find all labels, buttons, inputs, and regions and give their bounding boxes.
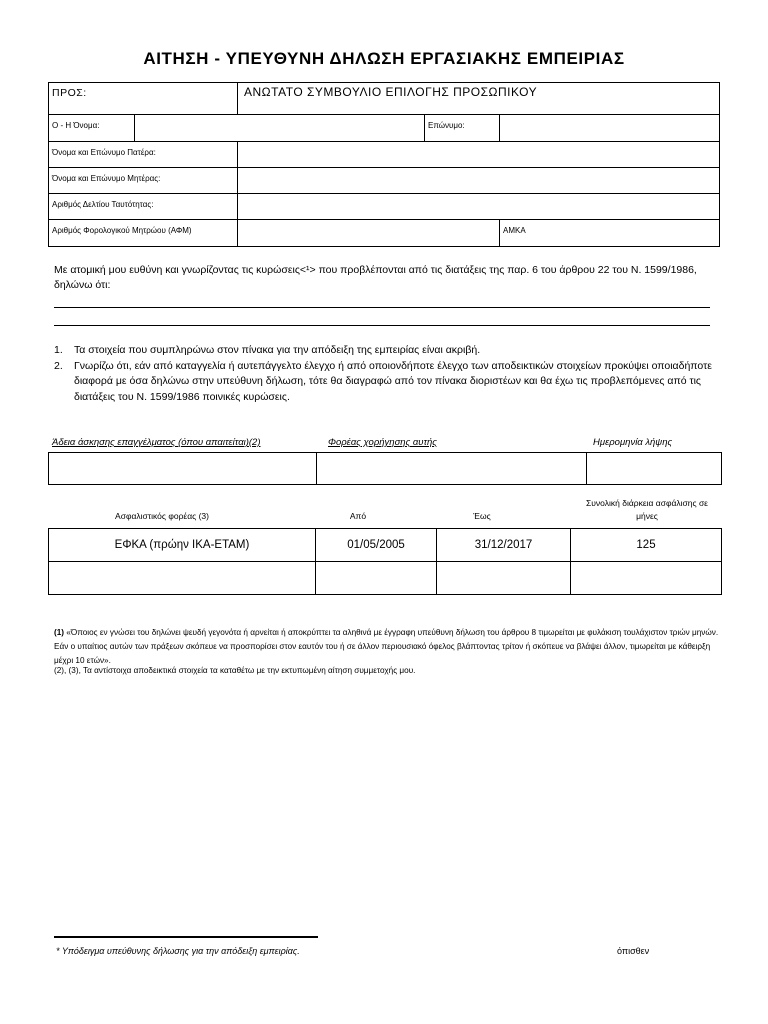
cell-value: 31/12/2017 — [474, 539, 533, 551]
father-field[interactable] — [238, 142, 720, 168]
mother-label: Όνομα και Επώνυμο Μητέρας: — [52, 174, 161, 183]
id-field[interactable] — [238, 194, 720, 220]
first-name-field[interactable] — [135, 115, 425, 142]
license-issuer-cell[interactable] — [317, 453, 587, 485]
license-cell[interactable] — [49, 453, 317, 485]
id-label: Αριθμός Δελτίου Ταυτότητας: — [52, 200, 154, 209]
pros-value-cell[interactable] — [238, 83, 720, 115]
afm-field[interactable] — [238, 220, 500, 247]
cell-value: ΕΦΚΑ (πρώην ΙΚΑ-ΕΤΑΜ) — [114, 539, 250, 551]
license-date-cell[interactable] — [587, 453, 722, 485]
cell-value: 01/05/2005 — [347, 539, 405, 551]
blank-line-2[interactable] — [54, 325, 710, 326]
statement-number: 2. — [54, 359, 63, 372]
declaration-text: Με ατομική μου ευθύνη και γνωρίζοντας τις κυρώσεις<¹> που προβλέπονται από τις διατάξεις της παρ. 6 του άρθρου 22 του Ν. 1599/1986, δηλώνω ότι: — [54, 264, 697, 291]
cell-value: 125 — [636, 539, 656, 551]
license-date-header: Ημερομηνία λήψης — [593, 437, 673, 448]
footnote-2: (2), (3), Τα αντίστοιχα αποδεικτικά στοιχεία τα καταθέτω με την εκτυπωμένη αίτηση συμμετοχής μου. — [54, 666, 416, 675]
table-row — [49, 529, 722, 562]
pros-value: ΑΝΩΤΑΤΟ ΣΥΜΒΟΥΛΙΟ ΕΠΙΛΟΓΗΣ ΠΡΟΣΩΠΙΚΟΥ — [244, 85, 538, 99]
insurance-months-cell[interactable] — [571, 562, 722, 595]
statements-list — [54, 343, 722, 405]
surname-label-cell — [425, 115, 500, 142]
insurance-months-cell[interactable] — [571, 529, 722, 562]
pros-label: ΠΡΟΣ: — [52, 87, 87, 99]
insurance-to-cell[interactable] — [437, 562, 571, 595]
personal-info-table — [48, 82, 720, 247]
license-header: Άδεια άσκησης επαγγέλματος (όπου απαιτείται)(2) — [52, 437, 261, 448]
insurance-from-cell[interactable] — [316, 529, 437, 562]
statement-item-2 — [54, 359, 722, 406]
statement-text: Γνωρίζω ότι, εάν από καταγγελία ή αυτεπάγγελτο έλεγχο ή από οποιονδήποτε έλεγχο των αποδεικτικών στοιχείων προκύψει οποιαδήποτε διαφορά με όσα δηλώνω στην υπεύθυνη δήλωση, τότε θα διαγραφώ από τον πίνακα διοριστέων και θα έχω τις προβλεπόμενες από τις διατάξεις του Ν. 1599/1986 ποινικές κυρώσεις. — [74, 359, 712, 403]
insurance-fund-cell[interactable] — [49, 529, 316, 562]
afm-label: Αριθμός Φορολογικού Μητρώου (ΑΦΜ) — [52, 226, 192, 235]
table-row — [49, 453, 722, 485]
page-title: ΑΙΤΗΣΗ - ΥΠΕΥΘΥΝΗ ΔΗΛΩΣΗ ΕΡΓΑΣΙΑΚΗΣ ΕΜΠΕΙΡΙΑΣ — [143, 49, 625, 68]
statement-item-1 — [54, 343, 722, 359]
mother-label-cell — [49, 168, 238, 194]
footnote-1-mark: (1) — [54, 628, 65, 637]
insurance-table — [48, 528, 722, 595]
insurance-from-header: Από — [349, 511, 367, 521]
statement-text: Τα στοιχεία που συμπληρώνω στον πίνακα για την απόδειξη της εμπειρίας είναι ακριβή. — [74, 344, 481, 356]
amka-field[interactable] — [500, 220, 720, 247]
first-name-label-cell — [49, 115, 135, 142]
bottom-note: * Υπόδειγμα υπεύθυνης δήλωσης για την απόδειξη εμπειρίας. — [56, 946, 300, 956]
afm-label-cell — [49, 220, 238, 247]
insurance-from-cell[interactable] — [316, 562, 437, 595]
footnote-1-text: «Όποιος εν γνώσει του δηλώνει ψευδή γεγονότα ή αρνείται ή αποκρύπτει τα αληθινά με έγγραφη υπεύθυνη δήλωση του άρθρου 8 τιμωρείται με φυλάκιση τουλάχιστον τριών μηνών. Εάν ο υπαίτιος αυτών των πράξεων σκόπευε να προσπορίσει στον εαυτόν του ή σε άλλον περιουσιακό όφελος βλάπτοντας τρίτον ή σκόπευε να βλάψει άλλον, τιμωρείται με κάθειρξη μέχρι 10 ετών». — [54, 628, 719, 665]
father-label: Όνομα και Επώνυμο Πατέρα: — [52, 148, 156, 157]
id-label-cell — [49, 194, 238, 220]
footnote-1 — [54, 626, 719, 668]
license-issuer-header: Φορέας χορήγησης αυτής — [328, 437, 437, 448]
insurance-to-header: Έως — [473, 511, 491, 521]
bottom-separator — [54, 936, 318, 938]
insurance-fund-header: Ασφαλιστικός φορέας (3) — [115, 511, 209, 521]
insurance-duration-header: Συνολική διάρκεια ασφάλισης σε μήνες — [586, 498, 708, 521]
table-row — [49, 562, 722, 595]
amka-label: ΑΜΚΑ — [503, 226, 526, 235]
statement-number: 1. — [54, 344, 63, 356]
surname-label: Επώνυμο: — [428, 121, 465, 130]
father-label-cell — [49, 142, 238, 168]
blank-line-1[interactable] — [54, 307, 710, 308]
insurance-fund-cell[interactable] — [49, 562, 316, 595]
overleaf-label: όπισθεν — [617, 946, 650, 956]
pros-label-cell — [49, 83, 238, 115]
insurance-to-cell[interactable] — [437, 529, 571, 562]
first-name-label: Ο - Η Όνομα: — [52, 121, 100, 130]
surname-field[interactable] — [500, 115, 720, 142]
mother-field[interactable] — [238, 168, 720, 194]
license-table — [48, 452, 722, 485]
